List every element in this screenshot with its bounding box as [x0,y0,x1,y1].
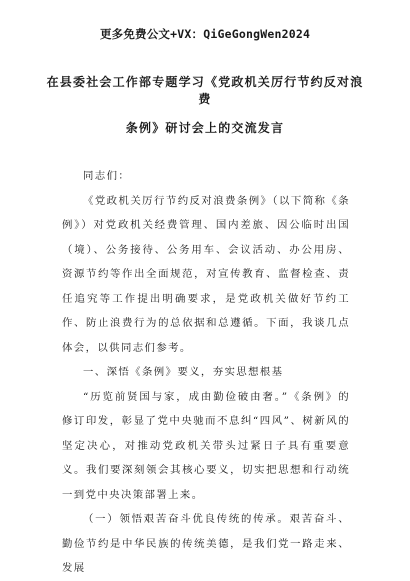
subsection-1-paragraph: （一）领悟艰苦奋斗优良传统的传承。艰苦奋斗、勤俭节约是中华民族的传统美德，是我们党一路走来、发展 [62,513,350,574]
document-body [62,164,350,581]
intro-paragraph: 《党政机关厉行节约反对浪费条例》（以下简称《条例》）对党政机关经费管理、国内差旅、因公临时出国（境）、公务接待、公务用车、会议活动、办公用房、资源节约等作出全面规范，对宣传教育、监督检查、责任追究等工作提出明确要求，是党政机关做好节约工作、防止浪费行为的总依据和总遵循。下面，我谈几点体会，以供同志们参考。 [62,194,350,354]
salutation: 同志们： [83,170,131,182]
section-heading-1: 一、深悟《条例》要义，夯实思想根基 [83,366,284,378]
document-title-line-1: 在县委社会工作部专题学习《党政机关厉行节约反对浪费 [46,75,364,106]
document-title-line-2: 条例》研讨会上的交流发言 [125,121,285,135]
section-1-paragraph: “历览前贤国与家，成由勤俭破由奢。”《条例》的修订印发，彰显了党中央驰而不息纠“四风”、树新风的坚定决心，对推动党政机关带头过紧日子具有重要意义。我们要深刻领会其核心要义，切实把思想和行动统一到党中央决策部署上来。 [62,390,350,501]
promo-header: 更多免费公文+VX：QiGeGongWen2024 [99,27,311,41]
